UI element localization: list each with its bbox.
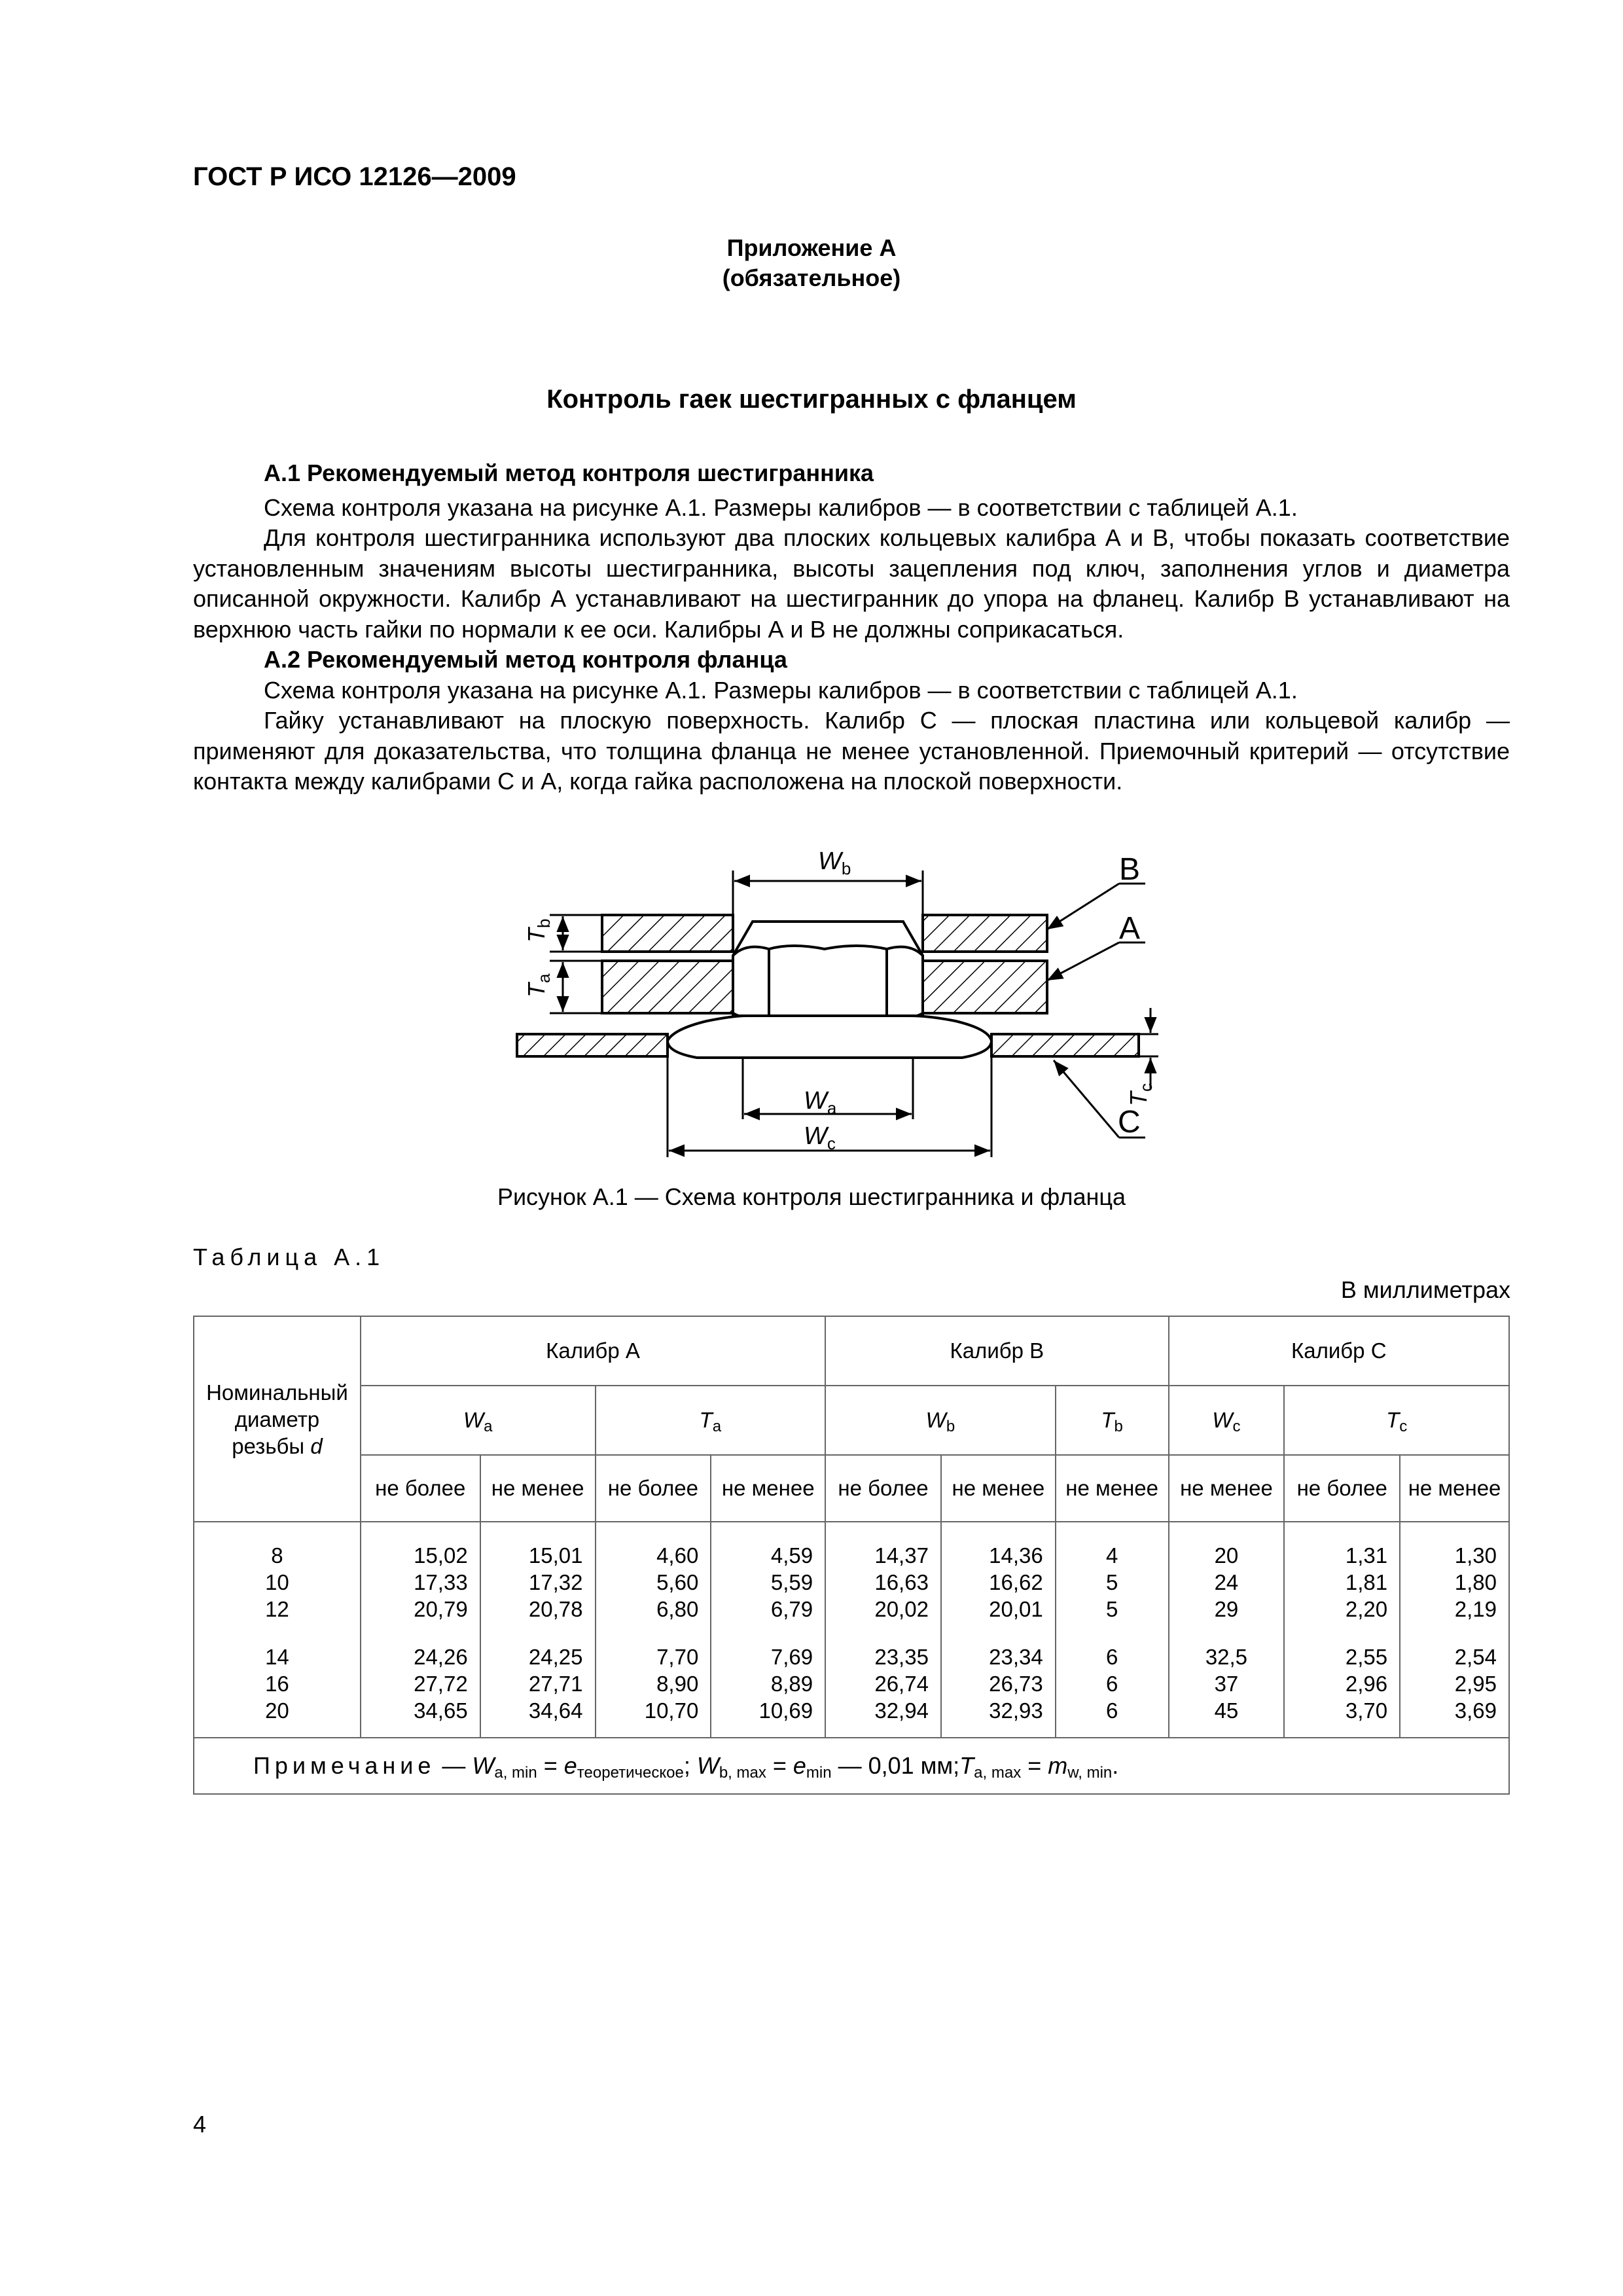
figure-gauge-diagram bbox=[510, 844, 1156, 1172]
appendix-title: Приложение А bbox=[726, 234, 897, 261]
header-limit: не более bbox=[825, 1455, 941, 1522]
gauge-a-right bbox=[923, 961, 1047, 1013]
header-limit: не более bbox=[596, 1455, 711, 1522]
section-heading: А.2 Рекомендуемый метод контроля фланца bbox=[264, 646, 787, 673]
paragraph: Схема контроля указана на рисунке А.1. Размеры калибров — в соответствии с таблицей А.1. bbox=[264, 493, 1298, 521]
figure-caption: Рисунок А.1 — Схема контроля шестигранника и фланца bbox=[497, 1183, 1126, 1210]
label-ta: $T_a$ bbox=[523, 973, 554, 997]
label-tc: $T_c$ bbox=[1125, 1083, 1156, 1106]
label-wc: $W_c$ bbox=[804, 1122, 836, 1153]
cell-value: 2,55 2,96 3,70 bbox=[1284, 1634, 1400, 1738]
header-limit: не менее bbox=[1169, 1455, 1285, 1522]
page-number: 4 bbox=[193, 2111, 207, 2138]
table-row-group bbox=[194, 1522, 1509, 1634]
nut-flange bbox=[668, 1016, 991, 1058]
header-gauge-a: Калибр А bbox=[361, 1316, 825, 1386]
nut-body bbox=[733, 922, 923, 1016]
header-nominal-diameter: Номинальный диаметр резьбы d bbox=[194, 1316, 361, 1522]
cell-d: 8 10 12 bbox=[194, 1522, 361, 1634]
cell-value: 7,69 8,89 10,69 bbox=[711, 1634, 825, 1738]
cell-value: 4,60 5,60 6,80 bbox=[596, 1522, 711, 1634]
header-limit: не менее bbox=[1400, 1455, 1509, 1522]
cell-value: 15,01 17,32 20,78 bbox=[480, 1522, 596, 1634]
cell-value: 24,25 27,71 34,64 bbox=[480, 1634, 596, 1738]
label-tb: $T_b$ bbox=[523, 918, 554, 942]
header-gauge-c: Калибр С bbox=[1169, 1316, 1509, 1386]
label-a: A bbox=[1119, 911, 1141, 946]
cell-value: 4,59 5,59 6,79 bbox=[711, 1522, 825, 1634]
label-c: C bbox=[1118, 1105, 1141, 1139]
gauge-b-right bbox=[923, 915, 1047, 952]
cell-value: 4 5 5 bbox=[1056, 1522, 1169, 1634]
cell-value: 2,54 2,95 3,69 bbox=[1400, 1634, 1509, 1738]
label-wb: $W_b$ bbox=[818, 848, 851, 878]
gauge-c-left bbox=[517, 1034, 668, 1056]
header-limit: не более bbox=[361, 1455, 480, 1522]
header-tc: $T_c$ bbox=[1284, 1386, 1509, 1455]
cell-value: 24,26 27,72 34,65 bbox=[361, 1634, 480, 1738]
paragraph: Для контроля шестигранника используют два плоских кольцевых калибра А и В, чтобы показать соответствие установленным значениям высоты шестигранника, высоты зацепления под ключ, заполнения углов и диаметра описанной окружности. Калибр А устанавливают на шестигранник до упора на фланец. Калибр В устанавливают на верхнюю часть гайки по нормали к ее оси. Калибры А и В не должны соприкасаться. bbox=[193, 524, 1510, 643]
cell-value: 1,31 1,81 2,20 bbox=[1284, 1522, 1400, 1634]
cell-value: 7,70 8,90 10,70 bbox=[596, 1634, 711, 1738]
table-note: Примечание — $W_{a, min} = e_{теоретическое}$; $W_{b, max} = e_{min}$ — 0,01 $мм;T_{a, max} = m_{w, min}$. bbox=[194, 1738, 1509, 1794]
header-wb: $W_b$ bbox=[825, 1386, 1056, 1455]
cell-value: 20 24 29 bbox=[1169, 1522, 1285, 1634]
gauge-b-left bbox=[602, 915, 733, 952]
label-b: B bbox=[1119, 852, 1141, 887]
table-row-group bbox=[194, 1634, 1509, 1738]
paragraph: Гайку устанавливают на плоскую поверхность. Калибр С — плоская пластина или кольцевой калибр — применяют для доказательства, что толщина фланца не менее установленной. Приемочный критерий — отсутствие контакта между калибрами С и А, когда гайка расположена на плоской поверхности. bbox=[193, 707, 1510, 795]
gauge-c-right bbox=[991, 1034, 1139, 1056]
body-text bbox=[193, 458, 1510, 797]
header-limit: не более bbox=[1284, 1455, 1400, 1522]
header-limit: не менее bbox=[941, 1455, 1056, 1522]
cell-value: 1,30 1,80 2,19 bbox=[1400, 1522, 1509, 1634]
cell-value: 14,36 16,62 20,01 bbox=[941, 1522, 1056, 1634]
header-gauge-b: Калибр В bbox=[825, 1316, 1168, 1386]
header-wc: $W_c$ bbox=[1169, 1386, 1285, 1455]
gauge-dimensions-table bbox=[193, 1316, 1510, 1795]
cell-d: 14 16 20 bbox=[194, 1634, 361, 1738]
gauge-a-left bbox=[602, 961, 733, 1013]
table-units: В миллиметрах bbox=[1340, 1276, 1510, 1303]
header-limit: не менее bbox=[711, 1455, 825, 1522]
header-ta: $T_a$ bbox=[596, 1386, 826, 1455]
appendix-status: (обязательное) bbox=[722, 264, 901, 291]
cell-value: 23,34 26,73 32,93 bbox=[941, 1634, 1056, 1738]
paragraph: Схема контроля указана на рисунке А.1. Размеры калибров — в соответствии с таблицей А.1. bbox=[264, 676, 1298, 704]
table-label: Таблица А.1 bbox=[193, 1244, 385, 1270]
cell-value: 23,35 26,74 32,94 bbox=[825, 1634, 941, 1738]
document-header: ГОСТ Р ИСО 12126—2009 bbox=[193, 162, 516, 191]
main-title: Контроль гаек шестигранных с фланцем bbox=[546, 385, 1077, 414]
table-note-row bbox=[194, 1738, 1509, 1794]
label-wa: $W_a$ bbox=[804, 1087, 837, 1118]
cell-value: 14,37 16,63 20,02 bbox=[825, 1522, 941, 1634]
header-tb: $T_b$ bbox=[1056, 1386, 1169, 1455]
header-limit: не менее bbox=[480, 1455, 596, 1522]
cell-value: 15,02 17,33 20,79 bbox=[361, 1522, 480, 1634]
header-wa: $W_a$ bbox=[361, 1386, 596, 1455]
header-limit: не менее bbox=[1056, 1455, 1169, 1522]
cell-value: 6 6 6 bbox=[1056, 1634, 1169, 1738]
cell-value: 32,5 37 45 bbox=[1169, 1634, 1285, 1738]
section-heading: А.1 Рекомендуемый метод контроля шестигранника bbox=[264, 459, 874, 486]
